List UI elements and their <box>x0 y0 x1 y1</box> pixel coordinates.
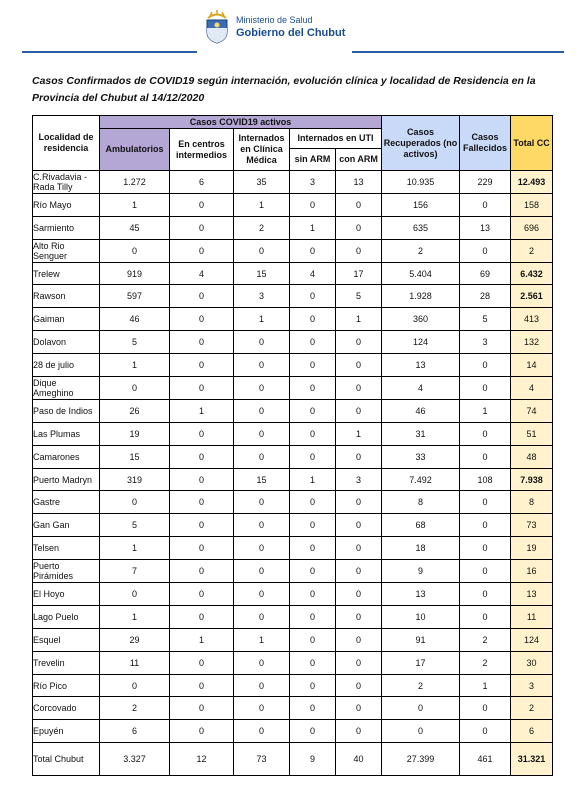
table-row <box>33 193 553 216</box>
table-row <box>33 605 553 628</box>
cell-total: 8 <box>511 491 553 514</box>
cell-fallecidos: 0 <box>460 491 511 514</box>
cell-ambulatorios: 0 <box>100 491 170 514</box>
cell-con-arm: 0 <box>336 399 382 422</box>
header-total: Total CC <box>511 116 553 171</box>
table-row <box>33 239 553 262</box>
header-fallecidos: Casos Fallecidos <box>460 116 511 171</box>
cell-con-arm: 0 <box>336 216 382 239</box>
cell-con-arm: 0 <box>336 628 382 651</box>
cell-clinica: 0 <box>234 445 290 468</box>
cell-total: 124 <box>511 628 553 651</box>
cell-sin-arm: 0 <box>290 514 336 537</box>
table-row <box>33 399 553 422</box>
cell-sin-arm: 3 <box>290 171 336 194</box>
cell-con-arm: 0 <box>336 193 382 216</box>
cell-total: 19 <box>511 537 553 560</box>
cell-fallecidos: 1 <box>460 399 511 422</box>
cell-localidad: Total Chubut <box>33 743 100 776</box>
cell-sin-arm: 0 <box>290 308 336 331</box>
cell-centros: 0 <box>170 285 234 308</box>
cell-sin-arm: 1 <box>290 468 336 491</box>
cell-clinica: 73 <box>234 743 290 776</box>
cell-clinica: 0 <box>234 537 290 560</box>
cell-total: 11 <box>511 605 553 628</box>
cell-centros: 0 <box>170 605 234 628</box>
cell-fallecidos: 461 <box>460 743 511 776</box>
cell-sin-arm: 0 <box>290 193 336 216</box>
cell-sin-arm: 0 <box>290 331 336 354</box>
cell-con-arm: 0 <box>336 514 382 537</box>
cell-clinica: 0 <box>234 697 290 720</box>
cell-localidad: Gastre <box>33 491 100 514</box>
cell-ambulatorios: 919 <box>100 262 170 285</box>
cell-ambulatorios: 1 <box>100 537 170 560</box>
cell-sin-arm: 0 <box>290 605 336 628</box>
cell-clinica: 1 <box>234 628 290 651</box>
table-row <box>33 171 553 194</box>
cell-localidad: Río Mayo <box>33 193 100 216</box>
cell-localidad: Gan Gan <box>33 514 100 537</box>
cell-clinica: 0 <box>234 331 290 354</box>
cell-ambulatorios: 1 <box>100 193 170 216</box>
cell-sin-arm: 0 <box>290 651 336 674</box>
cell-sin-arm: 0 <box>290 720 336 743</box>
table-row <box>33 491 553 514</box>
cell-recuperados: 9 <box>382 560 460 583</box>
cell-recuperados: 17 <box>382 651 460 674</box>
cell-centros: 0 <box>170 193 234 216</box>
cell-localidad: Puerto Madryn <box>33 468 100 491</box>
cell-recuperados: 33 <box>382 445 460 468</box>
cell-fallecidos: 0 <box>460 193 511 216</box>
cell-centros: 0 <box>170 354 234 377</box>
cell-clinica: 0 <box>234 514 290 537</box>
cell-con-arm: 3 <box>336 468 382 491</box>
cell-recuperados: 13 <box>382 583 460 606</box>
cell-fallecidos: 13 <box>460 216 511 239</box>
cell-centros: 0 <box>170 583 234 606</box>
cell-ambulatorios: 2 <box>100 697 170 720</box>
cell-localidad: Gaiman <box>33 308 100 331</box>
cell-recuperados: 27.399 <box>382 743 460 776</box>
header-uti: Internados en UTI <box>290 129 382 149</box>
cell-sin-arm: 0 <box>290 697 336 720</box>
cell-centros: 6 <box>170 171 234 194</box>
cell-recuperados: 4 <box>382 377 460 400</box>
cell-sin-arm: 0 <box>290 674 336 697</box>
cell-clinica: 0 <box>234 491 290 514</box>
cell-centros: 0 <box>170 216 234 239</box>
cell-con-arm: 5 <box>336 285 382 308</box>
cell-ambulatorios: 7 <box>100 560 170 583</box>
table-row <box>33 377 553 400</box>
cell-ambulatorios: 319 <box>100 468 170 491</box>
cell-con-arm: 0 <box>336 720 382 743</box>
cell-fallecidos: 5 <box>460 308 511 331</box>
cell-localidad: Puerto Pirámides <box>33 560 100 583</box>
cell-localidad: Esquel <box>33 628 100 651</box>
cell-con-arm: 0 <box>336 331 382 354</box>
cell-centros: 0 <box>170 651 234 674</box>
cell-con-arm: 0 <box>336 491 382 514</box>
table-row <box>33 628 553 651</box>
cell-ambulatorios: 5 <box>100 331 170 354</box>
header-casos-activos: Casos COVID19 activos <box>100 116 382 129</box>
cell-sin-arm: 0 <box>290 239 336 262</box>
cell-recuperados: 2 <box>382 674 460 697</box>
header-localidad: Localidad de residencia <box>33 116 100 171</box>
cell-centros: 12 <box>170 743 234 776</box>
cell-total: 14 <box>511 354 553 377</box>
table-row <box>33 262 553 285</box>
cell-total: 12.493 <box>511 171 553 194</box>
cell-localidad: Epuyén <box>33 720 100 743</box>
cell-centros: 1 <box>170 399 234 422</box>
cell-clinica: 0 <box>234 399 290 422</box>
header-recuperados: Casos Recuperados (no activos) <box>382 116 460 171</box>
cell-con-arm: 0 <box>336 583 382 606</box>
cell-con-arm: 0 <box>336 445 382 468</box>
cell-total: 31.321 <box>511 743 553 776</box>
table-row <box>33 354 553 377</box>
cell-con-arm: 40 <box>336 743 382 776</box>
cell-localidad: Alto Rio Senguer <box>33 239 100 262</box>
cell-sin-arm: 0 <box>290 422 336 445</box>
cell-total: 74 <box>511 399 553 422</box>
cell-total: 7.938 <box>511 468 553 491</box>
cell-centros: 0 <box>170 239 234 262</box>
cell-total: 13 <box>511 583 553 606</box>
cell-localidad: Trelew <box>33 262 100 285</box>
cell-total: 696 <box>511 216 553 239</box>
cell-ambulatorios: 0 <box>100 377 170 400</box>
table-row <box>33 674 553 697</box>
cell-fallecidos: 108 <box>460 468 511 491</box>
cell-recuperados: 68 <box>382 514 460 537</box>
cell-total: 48 <box>511 445 553 468</box>
cell-total: 51 <box>511 422 553 445</box>
cell-sin-arm: 0 <box>290 537 336 560</box>
cell-centros: 0 <box>170 697 234 720</box>
cell-total: 413 <box>511 308 553 331</box>
covid-cases-table <box>32 115 553 776</box>
cell-fallecidos: 0 <box>460 560 511 583</box>
cell-sin-arm: 0 <box>290 377 336 400</box>
cell-recuperados: 10 <box>382 605 460 628</box>
cell-localidad: Rawson <box>33 285 100 308</box>
cell-recuperados: 2 <box>382 239 460 262</box>
cell-clinica: 0 <box>234 651 290 674</box>
header-divider-right <box>352 51 564 53</box>
cell-recuperados: 156 <box>382 193 460 216</box>
cell-recuperados: 0 <box>382 720 460 743</box>
cell-centros: 0 <box>170 468 234 491</box>
cell-sin-arm: 0 <box>290 491 336 514</box>
cell-total: 3 <box>511 674 553 697</box>
cell-centros: 0 <box>170 422 234 445</box>
cell-fallecidos: 0 <box>460 537 511 560</box>
table-row <box>33 720 553 743</box>
cell-fallecidos: 1 <box>460 674 511 697</box>
cell-localidad: Corcovado <box>33 697 100 720</box>
cell-ambulatorios: 0 <box>100 583 170 606</box>
cell-localidad: El Hoyo <box>33 583 100 606</box>
cell-localidad: Dolavon <box>33 331 100 354</box>
cell-recuperados: 0 <box>382 697 460 720</box>
cell-con-arm: 17 <box>336 262 382 285</box>
cell-localidad: Lago Puelo <box>33 605 100 628</box>
cell-ambulatorios: 11 <box>100 651 170 674</box>
cell-fallecidos: 0 <box>460 422 511 445</box>
cell-ambulatorios: 0 <box>100 239 170 262</box>
cell-centros: 0 <box>170 491 234 514</box>
cell-recuperados: 8 <box>382 491 460 514</box>
table-row <box>33 697 553 720</box>
cell-localidad: 28 de julio <box>33 354 100 377</box>
header-ambulatorios: Ambulatorios <box>100 129 170 171</box>
cell-fallecidos: 0 <box>460 720 511 743</box>
cell-clinica: 1 <box>234 193 290 216</box>
document-title: Casos Confirmados de COVID19 según internación, evolución clínica y localidad de Residencia en la Provincia del Chubut al 14/12/2020 <box>32 75 536 104</box>
cell-localidad: Sarmiento <box>33 216 100 239</box>
cell-ambulatorios: 5 <box>100 514 170 537</box>
cell-fallecidos: 3 <box>460 331 511 354</box>
cell-localidad: Las Plumas <box>33 422 100 445</box>
cell-centros: 0 <box>170 674 234 697</box>
cell-con-arm: 0 <box>336 354 382 377</box>
cell-fallecidos: 0 <box>460 354 511 377</box>
cell-centros: 0 <box>170 377 234 400</box>
cell-clinica: 0 <box>234 720 290 743</box>
table-row <box>33 422 553 445</box>
cell-localidad: Dique Ameghino <box>33 377 100 400</box>
cell-total: 16 <box>511 560 553 583</box>
cell-clinica: 15 <box>234 468 290 491</box>
header-divider-left <box>22 51 197 53</box>
header-clinica-medica: Internados en Clínica Médica <box>234 129 290 171</box>
cell-clinica: 1 <box>234 308 290 331</box>
cell-centros: 0 <box>170 514 234 537</box>
cell-clinica: 0 <box>234 422 290 445</box>
table-row <box>33 308 553 331</box>
cell-sin-arm: 0 <box>290 445 336 468</box>
cell-total: 2 <box>511 697 553 720</box>
cell-fallecidos: 229 <box>460 171 511 194</box>
cell-sin-arm: 0 <box>290 399 336 422</box>
cell-fallecidos: 0 <box>460 239 511 262</box>
cell-total: 30 <box>511 651 553 674</box>
cell-localidad: Paso de Indios <box>33 399 100 422</box>
ministry-name: Ministerio de Salud <box>236 15 313 25</box>
cell-sin-arm: 1 <box>290 216 336 239</box>
cell-sin-arm: 0 <box>290 583 336 606</box>
cell-clinica: 0 <box>234 377 290 400</box>
table-row <box>33 651 553 674</box>
cell-clinica: 0 <box>234 239 290 262</box>
cell-recuperados: 360 <box>382 308 460 331</box>
table-row <box>33 445 553 468</box>
cell-fallecidos: 69 <box>460 262 511 285</box>
cell-recuperados: 46 <box>382 399 460 422</box>
cell-sin-arm: 4 <box>290 262 336 285</box>
cell-con-arm: 0 <box>336 377 382 400</box>
cell-centros: 1 <box>170 628 234 651</box>
cell-recuperados: 7.492 <box>382 468 460 491</box>
table-row <box>33 468 553 491</box>
cell-clinica: 2 <box>234 216 290 239</box>
table-row <box>33 560 553 583</box>
cell-centros: 0 <box>170 537 234 560</box>
cell-total: 158 <box>511 193 553 216</box>
cell-recuperados: 1.928 <box>382 285 460 308</box>
cell-centros: 4 <box>170 262 234 285</box>
cell-ambulatorios: 6 <box>100 720 170 743</box>
table-row <box>33 514 553 537</box>
cell-ambulatorios: 26 <box>100 399 170 422</box>
cell-centros: 0 <box>170 560 234 583</box>
table-row <box>33 331 553 354</box>
cell-ambulatorios: 45 <box>100 216 170 239</box>
cell-clinica: 0 <box>234 674 290 697</box>
cell-ambulatorios: 3.327 <box>100 743 170 776</box>
cell-sin-arm: 0 <box>290 354 336 377</box>
cell-centros: 0 <box>170 331 234 354</box>
cell-ambulatorios: 1.272 <box>100 171 170 194</box>
cell-total: 6.432 <box>511 262 553 285</box>
cell-recuperados: 5.404 <box>382 262 460 285</box>
cell-ambulatorios: 1 <box>100 605 170 628</box>
cell-localidad: C.Rivadavia - Rada Tilly <box>33 171 100 194</box>
cell-ambulatorios: 29 <box>100 628 170 651</box>
cell-total: 2 <box>511 239 553 262</box>
cell-ambulatorios: 1 <box>100 354 170 377</box>
cell-con-arm: 0 <box>336 605 382 628</box>
cell-sin-arm: 0 <box>290 628 336 651</box>
cell-ambulatorios: 597 <box>100 285 170 308</box>
cell-clinica: 3 <box>234 285 290 308</box>
cell-ambulatorios: 15 <box>100 445 170 468</box>
cell-fallecidos: 0 <box>460 605 511 628</box>
table-row <box>33 537 553 560</box>
cell-clinica: 0 <box>234 605 290 628</box>
cell-con-arm: 0 <box>336 537 382 560</box>
cell-recuperados: 91 <box>382 628 460 651</box>
cell-centros: 0 <box>170 308 234 331</box>
cell-localidad: Telsen <box>33 537 100 560</box>
cell-recuperados: 10.935 <box>382 171 460 194</box>
cell-fallecidos: 0 <box>460 445 511 468</box>
cell-ambulatorios: 46 <box>100 308 170 331</box>
cell-fallecidos: 2 <box>460 651 511 674</box>
cell-sin-arm: 0 <box>290 285 336 308</box>
government-name: Gobierno del Chubut <box>236 27 346 39</box>
table-row <box>33 216 553 239</box>
cell-centros: 0 <box>170 445 234 468</box>
cell-clinica: 35 <box>234 171 290 194</box>
cell-total: 6 <box>511 720 553 743</box>
cell-localidad: Trevelin <box>33 651 100 674</box>
cell-clinica: 0 <box>234 354 290 377</box>
cell-recuperados: 18 <box>382 537 460 560</box>
cell-total: 4 <box>511 377 553 400</box>
table-total-row <box>33 743 553 776</box>
cell-clinica: 0 <box>234 583 290 606</box>
cell-ambulatorios: 19 <box>100 422 170 445</box>
cell-fallecidos: 2 <box>460 628 511 651</box>
cell-ambulatorios: 0 <box>100 674 170 697</box>
cell-con-arm: 1 <box>336 422 382 445</box>
cell-fallecidos: 0 <box>460 697 511 720</box>
cell-localidad: Camarones <box>33 445 100 468</box>
cell-con-arm: 1 <box>336 308 382 331</box>
header-sin-arm: sin ARM <box>290 149 336 171</box>
table-row <box>33 583 553 606</box>
chubut-crest-icon <box>204 10 230 44</box>
cell-fallecidos: 28 <box>460 285 511 308</box>
cell-fallecidos: 0 <box>460 583 511 606</box>
cell-con-arm: 0 <box>336 239 382 262</box>
cell-localidad: Río Pico <box>33 674 100 697</box>
page-header <box>0 0 586 58</box>
cell-recuperados: 635 <box>382 216 460 239</box>
cell-recuperados: 31 <box>382 422 460 445</box>
cell-con-arm: 0 <box>336 560 382 583</box>
cell-total: 73 <box>511 514 553 537</box>
cell-con-arm: 0 <box>336 697 382 720</box>
header-centros-intermedios: En centros intermedios <box>170 129 234 171</box>
cell-sin-arm: 9 <box>290 743 336 776</box>
cell-clinica: 15 <box>234 262 290 285</box>
cell-con-arm: 13 <box>336 171 382 194</box>
cell-recuperados: 124 <box>382 331 460 354</box>
header-con-arm: con ARM <box>336 149 382 171</box>
cell-clinica: 0 <box>234 560 290 583</box>
cell-sin-arm: 0 <box>290 560 336 583</box>
table-row <box>33 285 553 308</box>
cell-total: 132 <box>511 331 553 354</box>
cell-fallecidos: 0 <box>460 377 511 400</box>
table-body <box>33 171 553 776</box>
cell-total: 2.561 <box>511 285 553 308</box>
cell-fallecidos: 0 <box>460 514 511 537</box>
cell-con-arm: 0 <box>336 674 382 697</box>
cell-recuperados: 13 <box>382 354 460 377</box>
cell-con-arm: 0 <box>336 651 382 674</box>
cell-centros: 0 <box>170 720 234 743</box>
